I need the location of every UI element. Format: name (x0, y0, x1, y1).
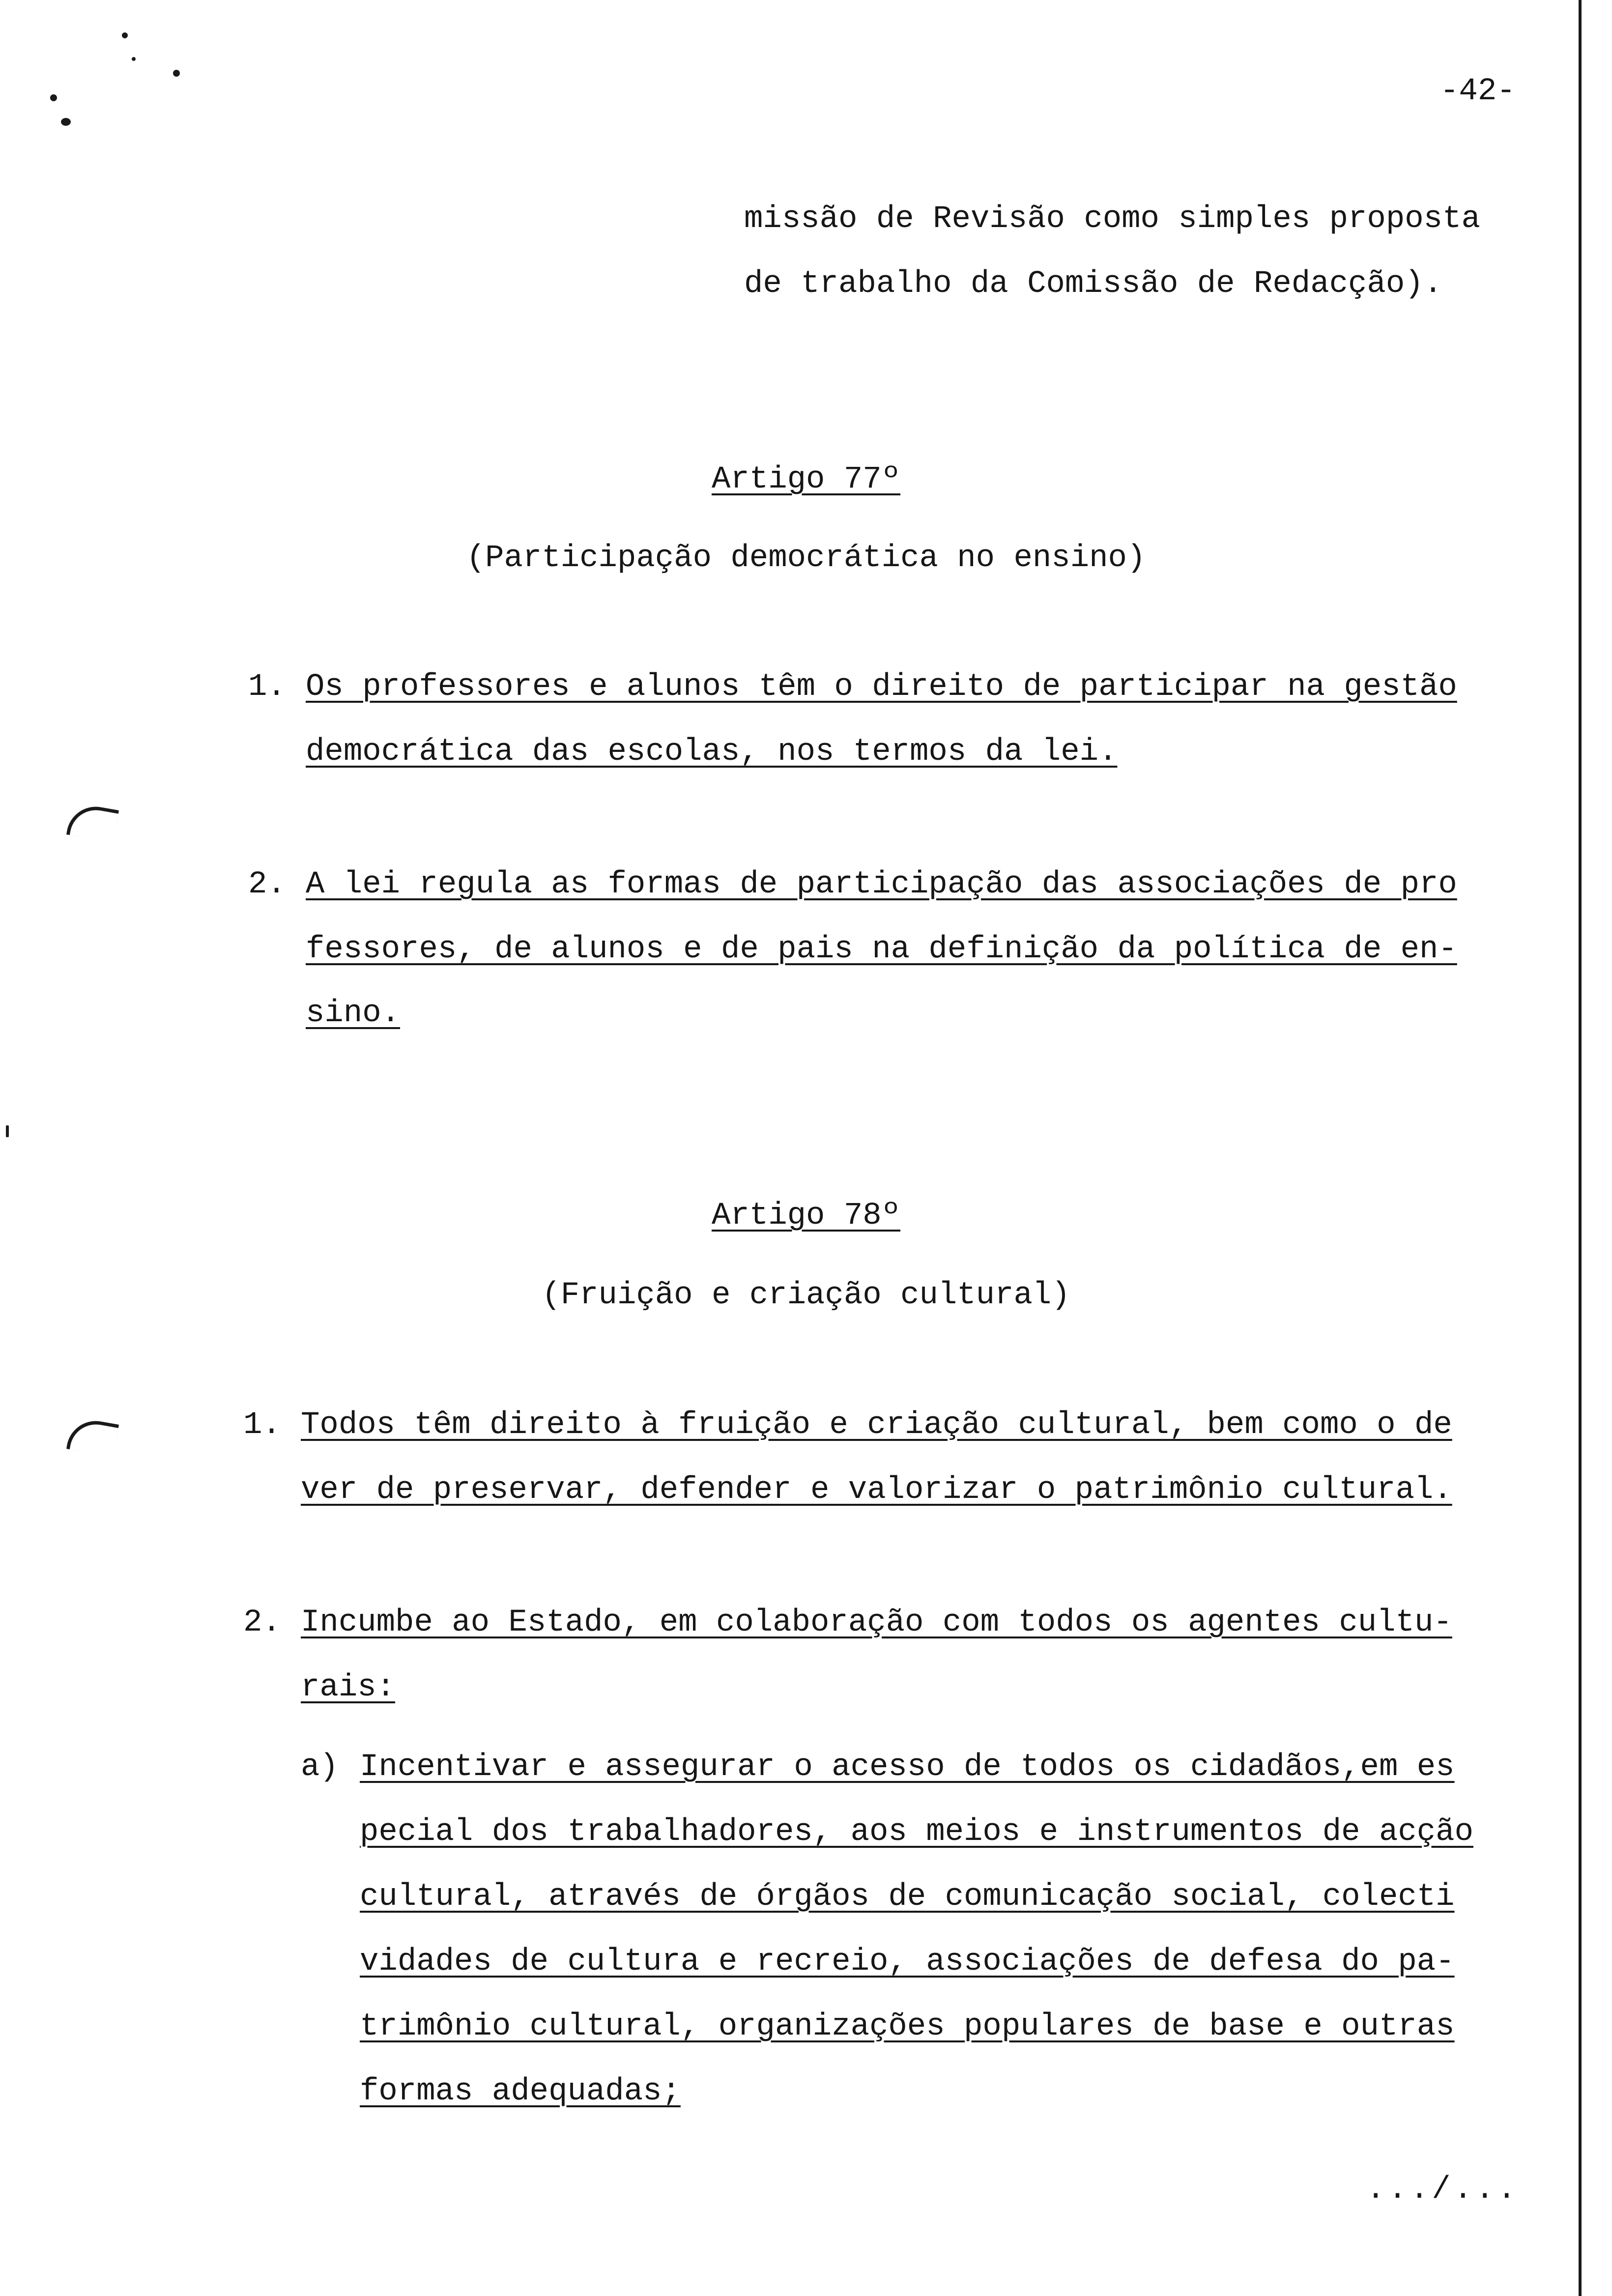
intro-line: de trabalho da Comissão de Redacção). (744, 266, 1443, 302)
continuation-marker: .../... (1366, 2172, 1519, 2208)
article-78-sub-a-line: cultural, através de órgãos de comunicação social, colecti (360, 1879, 1455, 1915)
article-77-item-2-line: A lei regula as formas de participação das associações de pro (306, 867, 1457, 902)
article-78-sub-a-line: vidades de cultura e recreio, associações de defesa do pa- (360, 1944, 1455, 1980)
margin-bracket-mark (66, 1416, 119, 1457)
scan-speck (132, 57, 136, 61)
page-number: -42- (1440, 74, 1516, 109)
article-78-item-2-sub-a-label: a) (301, 1750, 339, 1785)
article-78-heading: Artigo 78º (711, 1198, 901, 1234)
article-77-item-2-number: 2. (248, 867, 286, 902)
article-77-item-2-line: fessores, de alunos e de pais na definição da política de en- (306, 932, 1457, 967)
margin-bracket-mark (66, 802, 119, 843)
article-78-item-2-number: 2. (243, 1605, 281, 1640)
article-77-item-1-line: democrática das escolas, nos termos da lei. (306, 734, 1118, 770)
article-78-item-1-line: Todos têm direito à fruição e criação cultural, bem como o de (301, 1407, 1452, 1443)
article-78-sub-a-line: trimônio cultural, organizações populares de base e outras (360, 2009, 1455, 2044)
article-77-item-2-line: sino. (306, 996, 401, 1031)
article-78-item-1-number: 1. (243, 1407, 281, 1443)
article-77-item-1-number: 1. (248, 669, 286, 705)
article-78-subtitle: (Fruição e criação cultural) (542, 1278, 1070, 1313)
article-77-heading: Artigo 77º (711, 462, 901, 497)
article-77-subtitle: (Participação democrática no ensino) (466, 541, 1146, 576)
article-78-item-1-line: ver de preservar, defender e valorizar o patrimônio cultural. (301, 1472, 1452, 1508)
article-78-item-2-line: rais: (301, 1670, 396, 1705)
intro-line: missão de Revisão como simples proposta (744, 201, 1480, 237)
page-edge-line (1579, 0, 1582, 2296)
article-77-item-1-line: Os professores e alunos têm o direito de participar na gestão (306, 669, 1457, 705)
scan-speck (61, 118, 71, 126)
article-78-sub-a-line: pecial dos trabalhadores, aos meios e instrumentos de acção (360, 1814, 1473, 1850)
article-78-item-2-line: Incumbe ao Estado, em colaboração com todos os agentes cultu- (301, 1605, 1452, 1640)
article-78-sub-a-line: Incentivar e assegurar o acesso de todos os cidadãos,em es (360, 1750, 1455, 1785)
scan-speck (173, 70, 180, 77)
scan-speck (6, 1125, 9, 1137)
article-78-sub-a-line: formas adequadas; (360, 2074, 681, 2109)
scan-speck (122, 32, 128, 38)
scan-speck (50, 94, 57, 101)
